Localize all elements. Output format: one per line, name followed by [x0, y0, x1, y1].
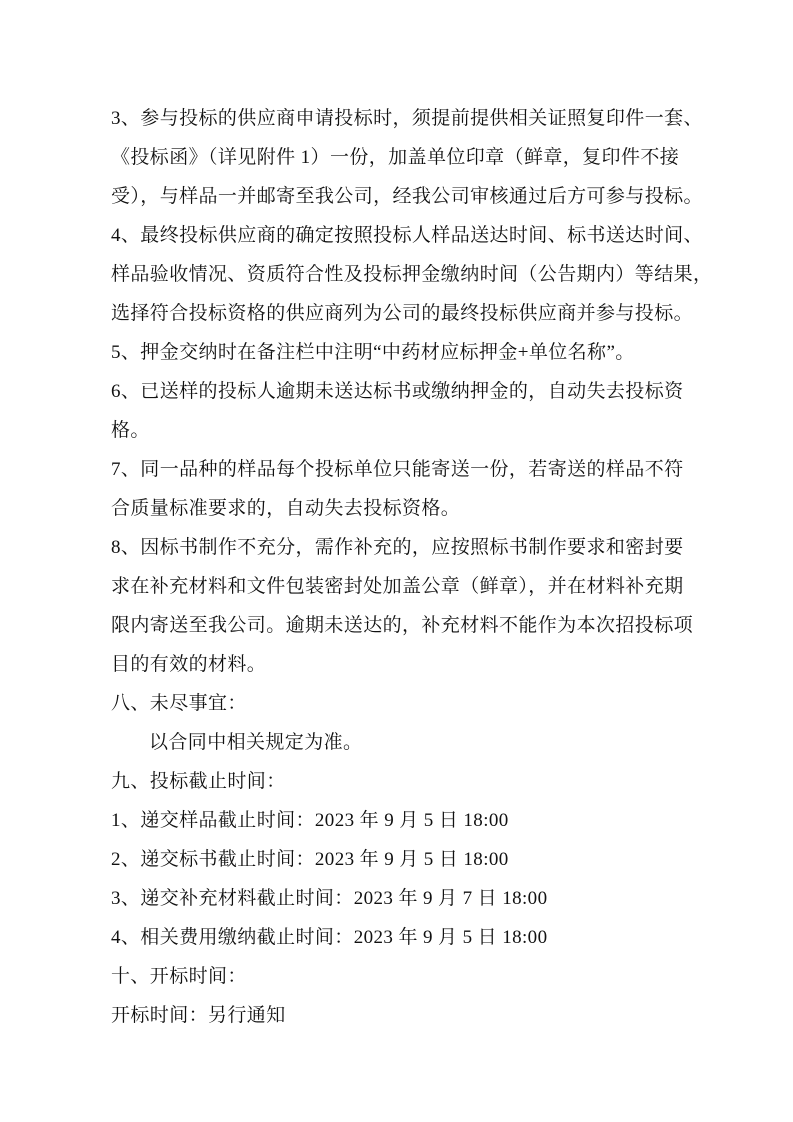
document-line-deadline-2-0: 2、递交标书截止时间：2023 年 9 月 5 日 18:00	[111, 849, 509, 870]
document-line-clause-6-0: 6、已送样的投标人逾期未送达标书或缴纳押金的，自动失去投标资	[111, 381, 684, 402]
document-line-clause-3-1: 《投标函》（详见附件 1）一份，加盖单位印章（鲜章，复印件不接	[111, 147, 680, 168]
document-line-clause-4-2: 选择符合投标资格的供应商列为公司的最终投标供应商并参与投标。	[111, 303, 694, 324]
document-line-clause-5-0: 5、押金交纳时在备注栏中注明“中药材应标押金+单位名称”。	[111, 342, 635, 363]
document-line-clause-4-1: 样品验收情况、资质符合性及投标押金缴纳时间（公告期内）等结果，	[111, 264, 713, 285]
document-line-deadline-3-0: 3、递交补充材料截止时间：2023 年 9 月 7 日 18:00	[111, 888, 548, 909]
document-line-deadline-1-0: 1、递交样品截止时间：2023 年 9 月 5 日 18:00	[111, 810, 509, 831]
document-line-clause-4-0: 4、最终投标供应商的确定按照投标人样品送达时间、标书送达时间、	[111, 225, 703, 246]
document-body	[111, 99, 713, 1035]
document-line-clause-3-0: 3、参与投标的供应商申请投标时，须提前提供相关证照复印件一套、	[111, 108, 703, 129]
document-line-clause-3-2: 受），与样品一并邮寄至我公司，经我公司审核通过后方可参与投标。	[111, 186, 703, 207]
document-line-section-8-content-0: 以合同中相关规定为准。	[149, 732, 363, 753]
document-line-section-10-heading-0: 十、开标时间：	[111, 966, 247, 987]
document-line-clause-8-0: 8、因标书制作不充分，需作补充的，应按照标书制作要求和密封要	[111, 537, 684, 558]
document-line-section-8-heading-0: 八、未尽事宜：	[111, 693, 247, 714]
document-line-clause-7-1: 合质量标准要求的，自动失去投标资格。	[111, 498, 461, 519]
document-line-clause-8-3: 目的有效的材料。	[111, 654, 267, 675]
document-line-clause-8-1: 求在补充材料和文件包装密封处加盖公章（鲜章），并在材料补充期	[111, 576, 684, 597]
document-line-clause-8-2: 限内寄送至我公司。逾期未送达的，补充材料不能作为本次招投标项	[111, 615, 694, 636]
document-line-clause-6-1: 格。	[111, 420, 150, 441]
document-line-section-9-heading-0: 九、投标截止时间：	[111, 771, 286, 792]
document-line-opening-time-0: 开标时间：另行通知	[111, 1005, 286, 1026]
document-line-clause-7-0: 7、同一品种的样品每个投标单位只能寄送一份，若寄送的样品不符	[111, 459, 684, 480]
document-line-deadline-4-0: 4、相关费用缴纳截止时间：2023 年 9 月 5 日 18:00	[111, 927, 548, 948]
